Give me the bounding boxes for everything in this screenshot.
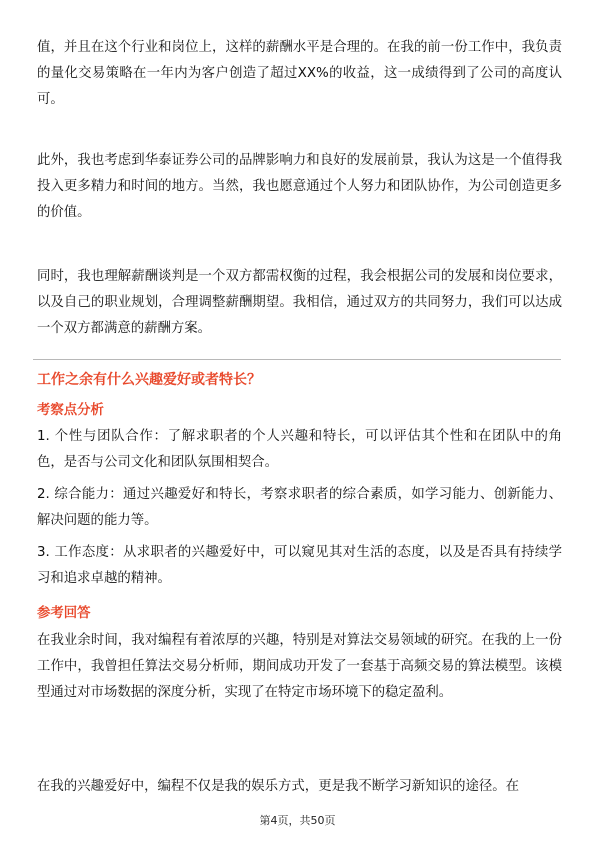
answer-paragraph-1: 在我业余时间，我对编程有着浓厚的兴趣，特别是对算法交易领域的研究。在我的上一份工作中，我曾担任算法交易分析师，期间成功开发了一套基于高频交易的算法模型。该模型通过对市场数据的深度分析，实现了在特定市场环境下的稳定盈利。 [37,633,562,700]
analysis-point-2: 2. 综合能力：通过兴趣爱好和特长，考察求职者的综合素质，如学习能力、创新能力、解决问题的能力等。 [37,487,562,528]
question-title: 工作之余有什么兴趣爱好或者特长？ [37,372,261,388]
page-number: 第4页，共50页 [259,814,336,827]
intro-paragraph-2: 此外，我也考虑到华泰证券公司的品牌影响力和良好的发展前景，我认为这是一个值得我投入更多精力和时间的地方。当然，我也愿意通过个人努力和团队协作，为公司创造更多的价值。 [37,153,562,220]
analysis-heading: 考察点分析 [37,403,104,418]
analysis-point-3: 3. 工作态度：从求职者的兴趣爱好中，可以窥见其对生活的态度，以及是否具有持续学习和追求卓越的精神。 [37,545,562,586]
section-divider [33,359,561,360]
intro-paragraph-1: 值，并且在这个行业和岗位上，这样的薪酬水平是合理的。在我的前一份工作中，我负责的量化交易策略在一年内为客户创造了超过XX%的收益，这一成绩得到了公司的高度认可。 [37,40,562,107]
intro-paragraph-3: 同时，我也理解薪酬谈判是一个双方都需权衡的过程，我会根据公司的发展和岗位要求，以及自己的职业规划，合理调整薪酬期望。我相信，通过双方的共同努力，我们可以达成一个双方都满意的薪酬方案。 [37,269,562,336]
answer-paragraph-2: 在我的兴趣爱好中，编程不仅是我的娱乐方式，更是我不断学习新知识的途径。在 [37,779,520,794]
analysis-point-1: 1. 个性与团队合作：了解求职者的个人兴趣和特长，可以评估其个性和在团队中的角色，是否与公司文化和团队氛围相契合。 [37,429,562,470]
answer-heading: 参考回答 [37,606,91,621]
